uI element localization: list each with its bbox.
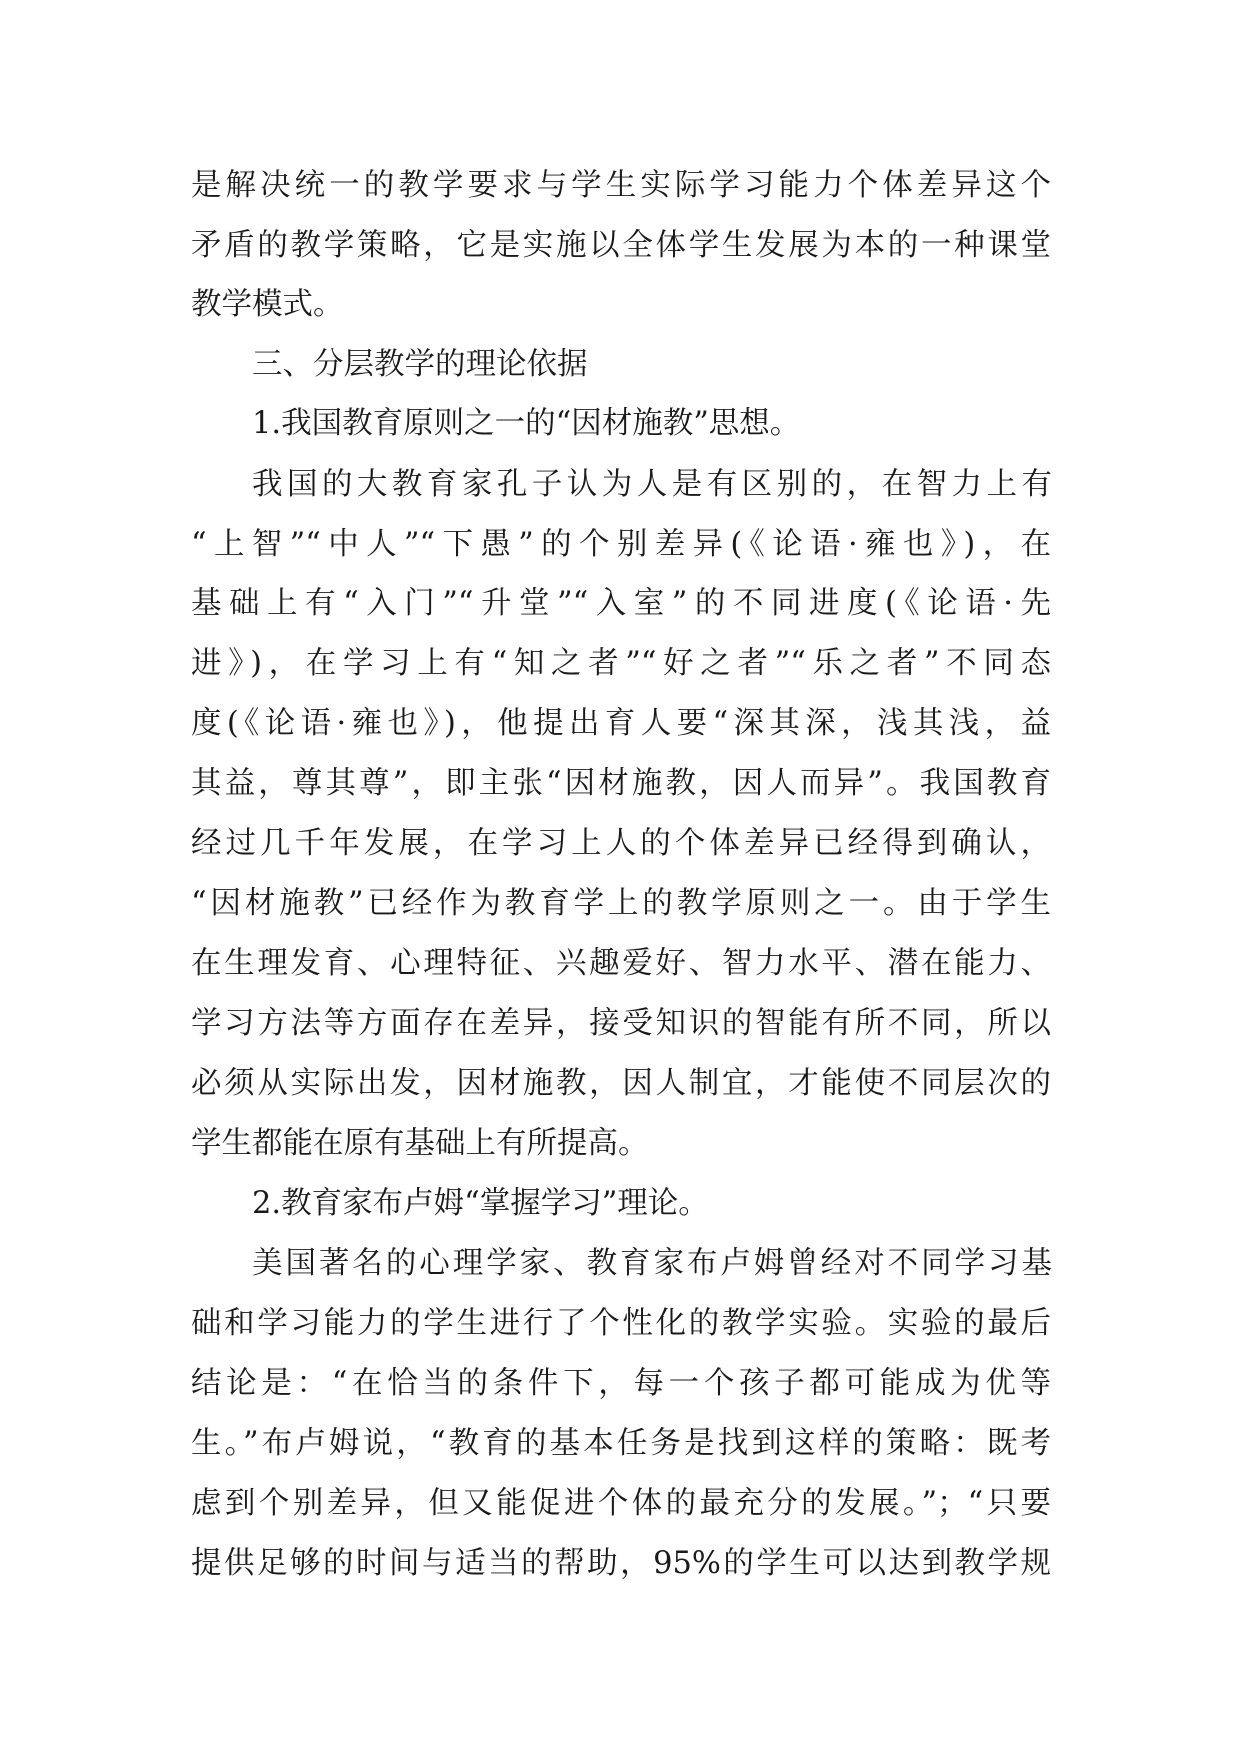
text-line: 提供足够的时间与适当的帮助，95%的学生可以达到教学规: [191, 1546, 1051, 1581]
text-line: 基础上有“入门”“升堂”“入室”的不同进度(《论语·先: [191, 586, 1051, 621]
subsection-heading: 2.教育家布卢姆“掌握学习”理论。: [252, 1186, 709, 1221]
text-line: 结论是：“在恰当的条件下，每一个孩子都可能成为优等: [191, 1366, 1051, 1401]
text-line: 生。”布卢姆说，“教育的基本任务是找到这样的策略：既考: [191, 1426, 1051, 1461]
text-line: 在生理发育、心理特征、兴趣爱好、智力水平、潜在能力、: [191, 946, 1051, 981]
text-line: “因材施教”已经作为教育学上的教学原则之一。由于学生: [191, 886, 1051, 921]
text-line: 经过几千年发展，在学习上人的个体差异已经得到确认，: [191, 826, 1051, 861]
text-line: 虑到个别差异，但又能促进个体的最充分的发展。”；“只要: [191, 1486, 1051, 1521]
text-line: 度(《论语·雍也》)，他提出育人要“深其深，浅其浅，益: [191, 706, 1051, 741]
text-line: 教学模式。: [191, 287, 344, 322]
subsection-heading: 1.我国教育原则之一的“因材施教”思想。: [252, 406, 801, 441]
text-line: 进》)，在学习上有“知之者”“好之者”“乐之者”不同态: [191, 646, 1051, 681]
text-line: “上智”“中人”“下愚”的个别差异(《论语·雍也》)，在: [191, 527, 1051, 562]
text-line: 是解决统一的教学要求与学生实际学习能力个体差异这个: [191, 168, 1051, 203]
text-line: 必须从实际出发，因材施教，因人制宜，才能使不同层次的: [191, 1066, 1051, 1101]
text-line: 矛盾的教学策略，它是实施以全体学生发展为本的一种课堂: [191, 228, 1051, 263]
paragraph-first-line: 美国著名的心理学家、教育家布卢姆曾经对不同学习基: [252, 1246, 1052, 1281]
text-line: 学生都能在原有基础上有所提高。: [191, 1126, 649, 1161]
section-heading: 三、分层教学的理论依据: [252, 347, 588, 382]
paragraph-first-line: 我国的大教育家孔子认为人是有区别的，在智力上有: [252, 467, 1052, 502]
text-line: 础和学习能力的学生进行了个性化的教学实验。实验的最后: [191, 1306, 1051, 1341]
text-line: 其益，尊其尊”，即主张“因材施教，因人而异”。我国教育: [191, 766, 1051, 801]
text-line: 学习方法等方面存在差异，接受知识的智能有所不同，所以: [191, 1006, 1051, 1041]
